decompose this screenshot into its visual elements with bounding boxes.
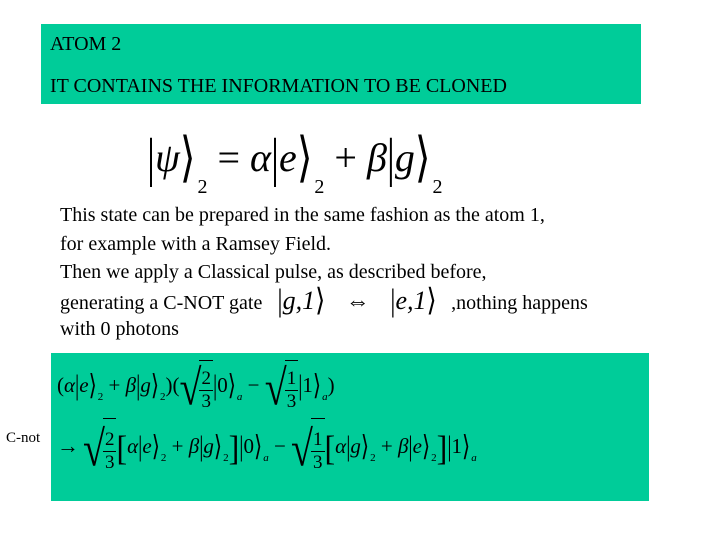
main-equation: |ψ⟩ $_2$ = α|e⟩ $_2$ + β|g⟩ $_2$ xyxy=(147,126,443,198)
description-paragraph xyxy=(60,201,660,344)
sqrt-two-thirds: √ $\frac{2}{3}$ xyxy=(179,359,211,416)
beta-symbol: β xyxy=(366,135,387,180)
paragraph-line: for example with a Ramsey Field. xyxy=(60,232,332,255)
paragraph-line-cnot: generating a C-NOT gate |g,1⟩ ⇔ |e,1⟩ ,nothing happens xyxy=(60,282,588,318)
paragraph-line: with 0 photons xyxy=(60,318,179,340)
psi-symbol: ψ xyxy=(155,135,180,180)
double-arrow-icon: ⇔ xyxy=(345,288,370,315)
evolution-box xyxy=(51,353,649,501)
cnot-result-equation: → √ $\frac{2}{3}$ [$\alpha|e⟩_2$ + $\beta|g⟩_2]|0⟩_a$ − √ $\frac{1}{3}$ [$\alpha|g⟩_2$ + $\beta|e⟩_2]|1⟩_a$ xyxy=(57,415,477,489)
cnot-side-label: C-not xyxy=(6,430,41,446)
header-subtitle: IT CONTAINS THE INFORMATION TO BE CLONED xyxy=(50,75,507,97)
alpha-symbol: α xyxy=(250,135,272,180)
sqrt-one-third: √ $\frac{1}{3}$ xyxy=(264,359,297,416)
header-title: ATOM 2 xyxy=(50,33,122,55)
paragraph-line: This state can be prepared in the same fashion as the atom 1, xyxy=(60,204,545,226)
initial-state-equation: ($\alpha|e⟩_2$ + $\beta|g⟩_2)(√$ $\frac{2}{3}$ $|0⟩_a$ − √ $\frac{1}{3}$ $|1⟩_a$) xyxy=(57,359,335,416)
right-arrow-icon: → xyxy=(57,433,79,458)
header-box xyxy=(41,24,641,104)
cnot-mapping: |g,1⟩ ⇔ |e,1⟩ xyxy=(277,282,437,318)
paragraph-line: Then we apply a Classical pulse, as described before, xyxy=(60,261,487,283)
